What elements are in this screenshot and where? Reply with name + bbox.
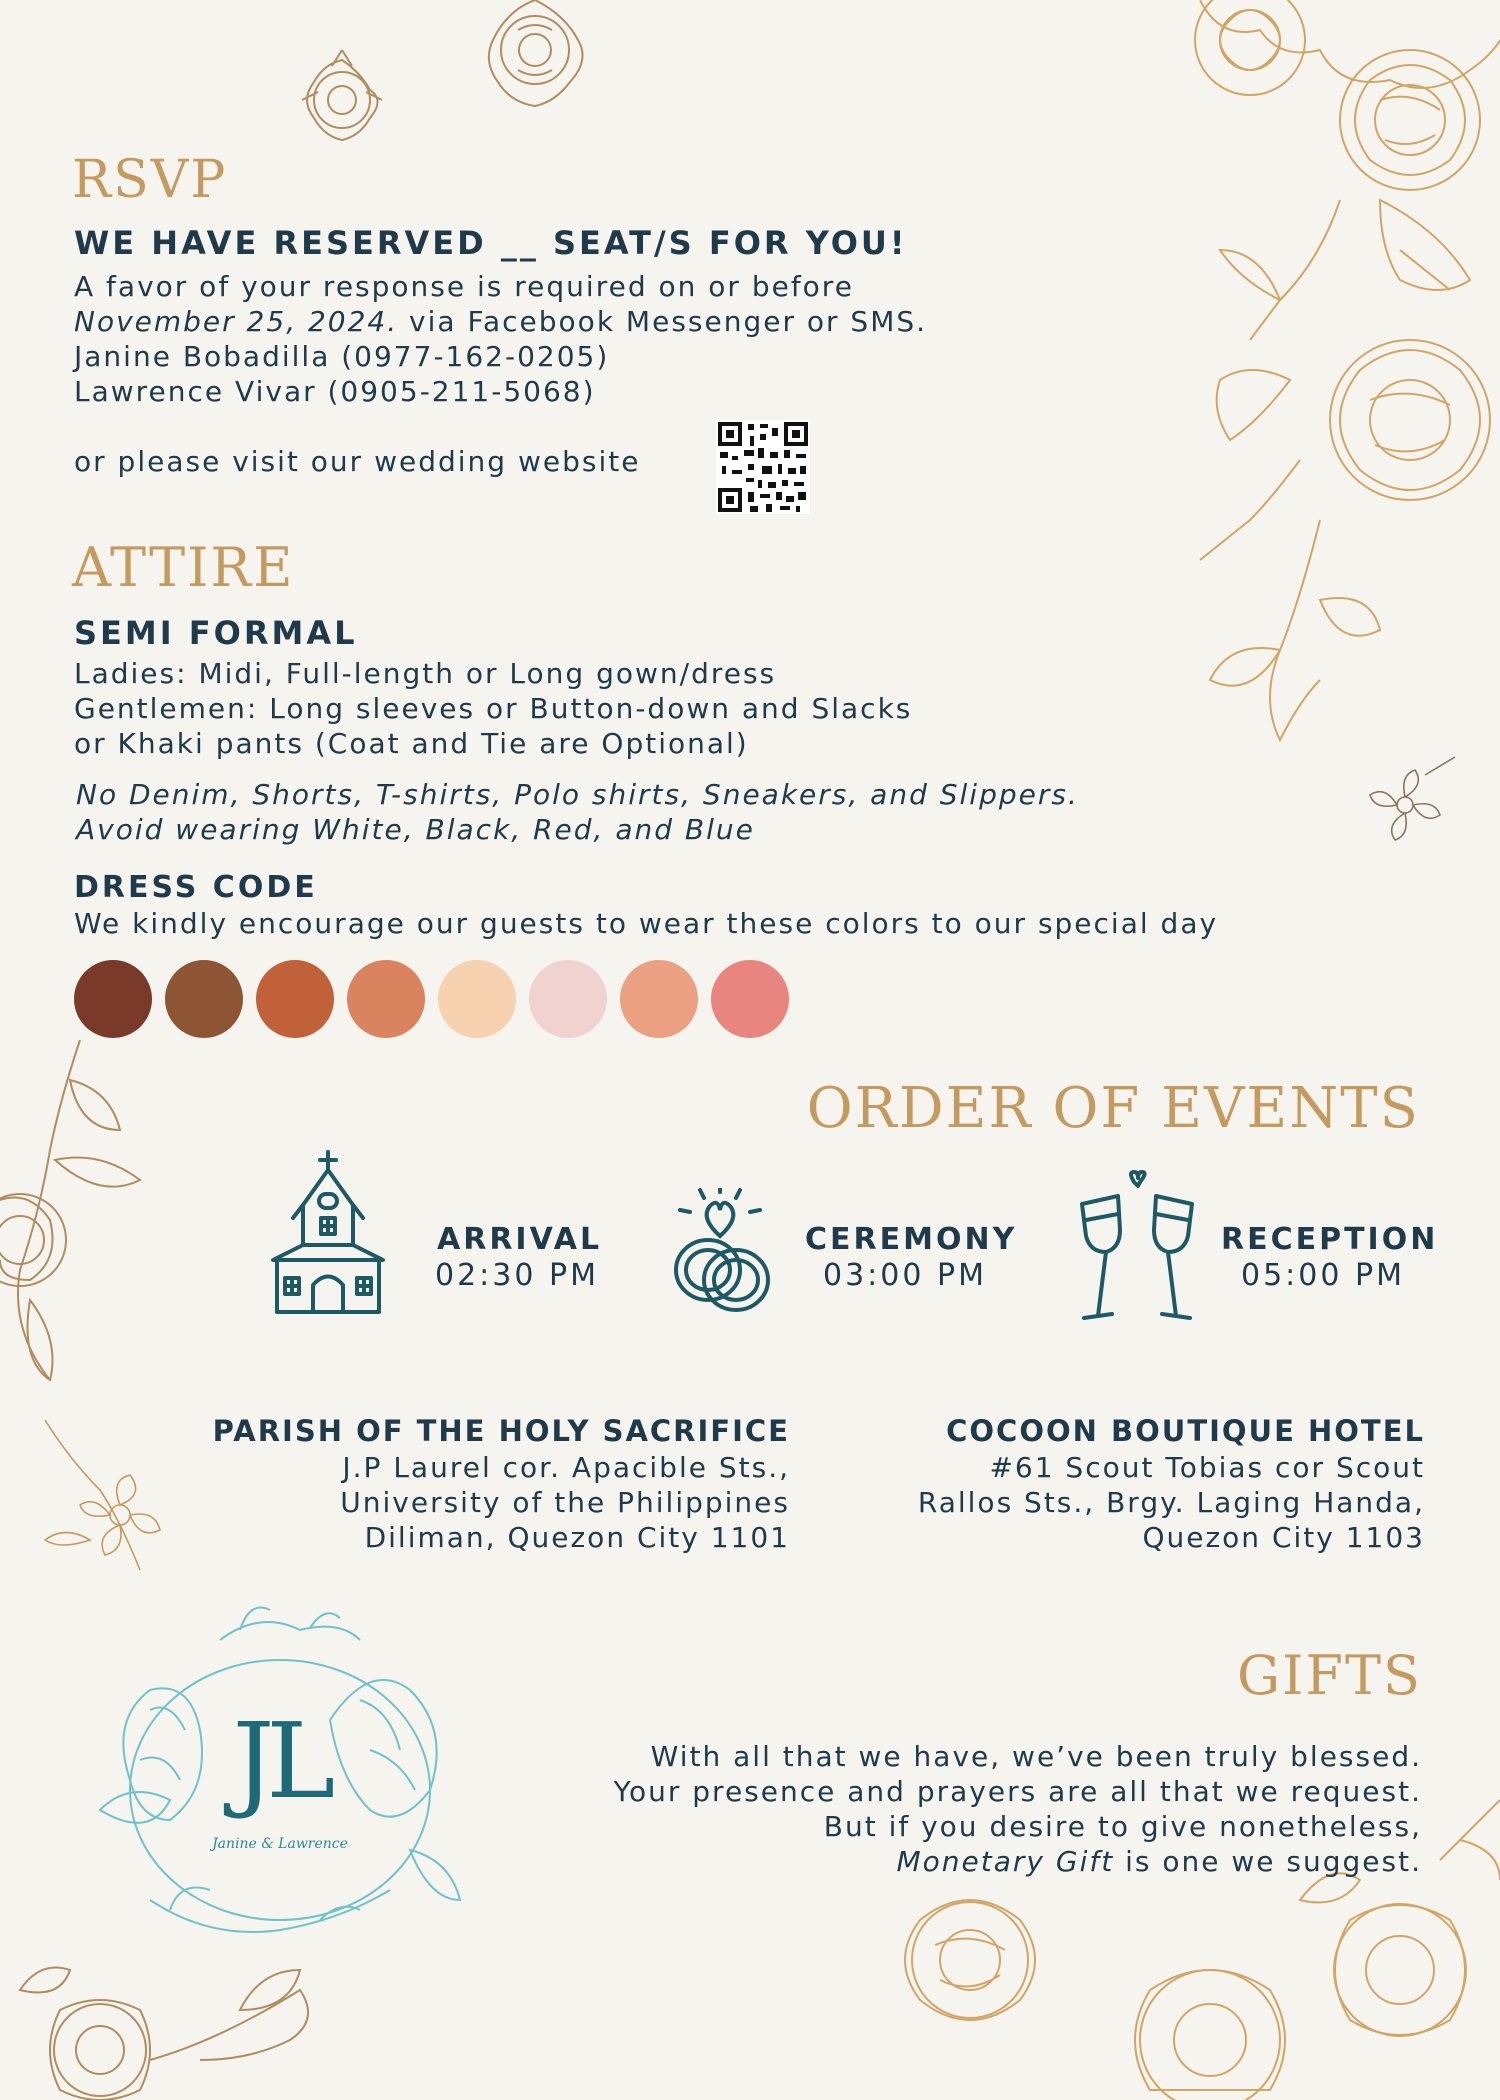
event-ceremony-time: 03:00 PM — [823, 1258, 987, 1293]
attire-ladies-line: Ladies: Midi, Full-length or Long gown/dress — [74, 657, 777, 690]
rsvp-deadline-line — [74, 305, 927, 338]
ceremony-venue-address-1: J.P Laurel cor. Apacible Sts., — [342, 1451, 790, 1484]
event-ceremony-label: CEREMONY — [805, 1222, 1018, 1257]
rsvp-contact-lawrence: Lawrence Vivar (0905-211-5068) — [74, 375, 596, 408]
floral-top-right-decoration — [1140, 0, 1500, 780]
dress-code-swatch — [256, 960, 334, 1038]
gifts-monetary-gift: Monetary Gift — [896, 1845, 1115, 1878]
ceremony-venue-address-3: Diliman, Quezon City 1101 — [364, 1521, 790, 1554]
church-icon — [263, 1150, 393, 1320]
order-of-events-heading: ORDER OF EVENTS — [806, 1076, 1420, 1141]
gifts-heading: GIFTS — [1237, 1644, 1422, 1707]
dress-code-swatch — [438, 960, 516, 1038]
rsvp-reserved-seats-title: WE HAVE RESERVED __ SEAT/S FOR YOU! — [74, 224, 908, 262]
dress-code-swatch — [347, 960, 425, 1038]
ceremony-venue-address-2: University of the Philippines — [340, 1486, 790, 1519]
gifts-suggest-text: is one we suggest. — [1114, 1845, 1422, 1878]
qr-code-icon[interactable] — [716, 420, 810, 514]
attire-heading: ATTIRE — [72, 536, 295, 599]
reception-venue-name: COCOON BOUTIQUE HOTEL — [946, 1414, 1425, 1448]
gifts-line-4 — [480, 1845, 1422, 1878]
rsvp-deadline-date: November 25, 2024. — [74, 305, 399, 338]
event-arrival-label: ARRIVAL — [437, 1222, 603, 1257]
rsvp-website-text: or please visit our wedding website — [74, 445, 641, 478]
rsvp-heading: RSVP — [72, 150, 228, 210]
ceremony-venue-name: PARISH OF THE HOLY SACRIFICE — [212, 1414, 790, 1448]
rsvp-contact-janine: Janine Bobadilla (0977-162-0205) — [74, 340, 610, 373]
rsvp-channel-text: via Facebook Messenger or SMS. — [398, 305, 928, 338]
toast-glasses-icon — [1072, 1168, 1202, 1328]
event-reception-label: RECEPTION — [1221, 1222, 1439, 1257]
dress-code-description: We kindly encourage our guests to wear these colors to our special day — [74, 907, 1219, 940]
dress-code-swatch — [711, 960, 789, 1038]
dress-code-swatch — [165, 960, 243, 1038]
reception-venue-address-2: Rallos Sts., Brgy. Laging Handa, — [917, 1486, 1425, 1519]
event-reception-time: 05:00 PM — [1241, 1258, 1405, 1293]
rings-icon — [660, 1188, 780, 1318]
gifts-line-2: Your presence and prayers are all that we request. — [613, 1775, 1422, 1808]
gifts-line-1: With all that we have, we’ve been truly blessed. — [650, 1740, 1422, 1773]
dress-code-swatch — [529, 960, 607, 1038]
reception-venue-address-3: Quezon City 1103 — [1142, 1521, 1425, 1554]
gifts-line-3: But if you desire to give nonetheless, — [823, 1810, 1422, 1843]
attire-avoid-line-1: No Denim, Shorts, T-shirts, Polo shirts, Sneakers, and Slippers. — [76, 778, 1079, 811]
attire-gentlemen-line-2: or Khaki pants (Coat and Tie are Optional) — [74, 727, 749, 760]
attire-gentlemen-line-1: Gentlemen: Long sleeves or Button-down and Slacks — [74, 692, 913, 725]
dress-code-swatch — [74, 960, 152, 1038]
small-flower-right-decoration — [1360, 755, 1460, 845]
floral-left-middle-decoration — [0, 1040, 170, 1400]
floral-top-center-decoration — [260, 0, 640, 160]
attire-avoid-line-2: Avoid wearing White, Black, Red, and Blue — [76, 813, 755, 846]
event-arrival-time: 02:30 PM — [435, 1258, 599, 1293]
attire-semi-formal-title: SEMI FORMAL — [74, 614, 358, 652]
dress-code-swatch — [620, 960, 698, 1038]
reception-venue-address-1: #61 Scout Tobias cor Scout — [989, 1451, 1425, 1484]
monogram-script-names: Janine & Lawrence — [212, 1836, 348, 1852]
rsvp-response-line: A favor of your response is required on or before — [74, 270, 854, 303]
monogram-letters: JL — [232, 1700, 328, 1822]
dress-code-title: DRESS CODE — [74, 870, 318, 905]
